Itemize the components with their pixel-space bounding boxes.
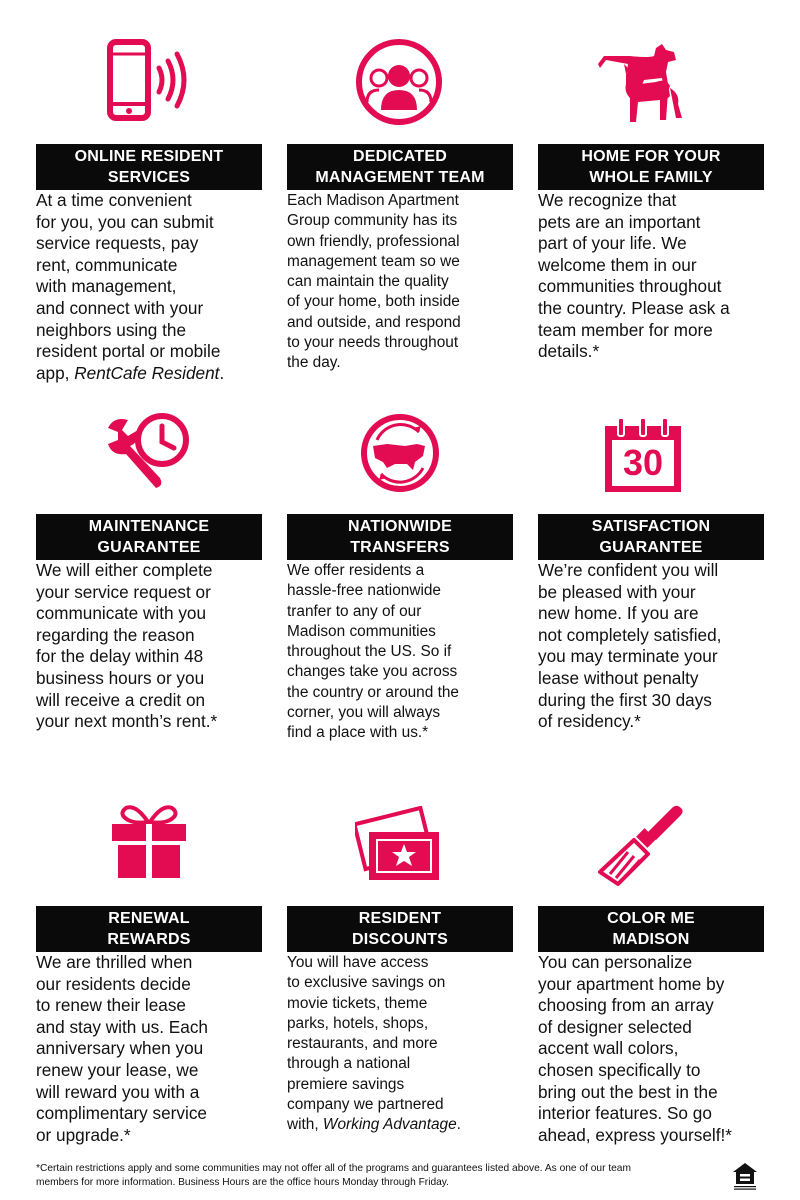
desc-line: changes take you across <box>287 663 458 681</box>
paint-brush-icon <box>598 800 688 890</box>
desc-line: your apartment home by <box>538 973 725 994</box>
wrench-clock-icon <box>104 408 194 498</box>
tickets-star-icon <box>355 806 445 886</box>
card-title-bar <box>538 906 764 952</box>
footnote-line: *Certain restrictions apply and some communities may not offer all of the programs and guarantees listed above. As one of our team <box>36 1163 631 1174</box>
card-title-line-2: MADISON <box>612 931 690 948</box>
desc-line: throughout the US. So if <box>287 643 452 661</box>
card-title-line-1: MAINTENANCE <box>88 518 210 535</box>
desc-line: our residents decide <box>36 973 191 994</box>
card-maintenance-guarantee <box>36 408 264 758</box>
card-description <box>287 561 513 744</box>
desc-line: find a place with us.* <box>287 724 429 742</box>
desc-line: We offer residents a <box>287 562 425 579</box>
card-dedicated-management-team <box>287 38 515 388</box>
desc-line: new home. If you are <box>538 603 699 624</box>
pets-icon <box>596 38 692 128</box>
desc-line-prefix: app, <box>36 362 75 383</box>
desc-line: or upgrade.* <box>36 1124 131 1145</box>
desc-line: the country or around the <box>287 683 459 701</box>
desc-line: lease without penalty <box>538 667 699 688</box>
desc-line: We’re confident you will <box>538 560 719 580</box>
management-team-icon <box>355 38 445 128</box>
desc-line: company we partnered <box>287 1096 444 1114</box>
card-renewal-rewards <box>36 800 264 1150</box>
card-title-bar <box>287 906 513 952</box>
card-description <box>36 190 262 384</box>
equal-housing-opportunity-icon <box>732 1162 758 1192</box>
card-title-line-2: GUARANTEE <box>97 539 201 556</box>
card-title-bar <box>36 514 262 560</box>
card-title-bar <box>538 144 764 190</box>
card-title-line-1: SATISFACTION <box>591 518 711 535</box>
card-title-line-2: GUARANTEE <box>599 539 703 556</box>
desc-line: interior features. So go <box>538 1103 712 1124</box>
desc-line-suffix: . <box>219 362 225 383</box>
desc-line: neighbors using the <box>36 319 187 340</box>
card-title-bar <box>36 906 262 952</box>
desc-line: communicate with you <box>36 603 207 624</box>
desc-line: resident portal or mobile <box>36 341 221 362</box>
desc-line: tranfer to any of our <box>287 602 422 620</box>
desc-line: will receive a credit on <box>36 689 206 710</box>
desc-line: communities throughout <box>538 276 722 297</box>
desc-line: Each Madison Apartment <box>287 192 459 209</box>
desc-line: own friendly, professional <box>287 232 460 250</box>
footnote <box>36 1162 716 1190</box>
card-title-bar <box>287 514 513 560</box>
desc-line-suffix: . <box>456 1116 461 1134</box>
card-title-line-1: RESIDENT <box>358 910 442 927</box>
desc-line: pets are an important <box>538 211 701 232</box>
desc-line: during the first 30 days <box>538 689 712 710</box>
app-name: RentCafe Resident <box>74 362 220 383</box>
card-description <box>538 952 764 1146</box>
desc-line: your service request or <box>36 581 211 602</box>
desc-line: can maintain the quality <box>287 273 449 291</box>
desc-line: your next month’s rent.* <box>36 711 218 732</box>
footnote-line: members for more information. Business Hours are the office hours Monday through Friday. <box>36 1177 449 1188</box>
desc-line: parks, hotels, shops, <box>287 1014 429 1032</box>
desc-line: service requests, pay <box>36 233 199 254</box>
desc-line: accent wall colors, <box>538 1038 679 1059</box>
desc-line: details.* <box>538 341 600 362</box>
desc-line: of your home, both inside <box>287 293 460 311</box>
desc-line: At a time convenient <box>36 190 192 210</box>
calendar-day-number: 30 <box>622 442 664 483</box>
card-description <box>287 191 513 374</box>
phone-signal-icon <box>104 38 194 128</box>
desc-line: We will either complete <box>36 560 213 580</box>
desc-line: You can personalize <box>538 952 693 972</box>
desc-line: the day. <box>287 354 341 372</box>
card-title-line-2: DISCOUNTS <box>351 931 449 948</box>
card-description <box>287 953 513 1136</box>
desc-line: premiere savings <box>287 1075 405 1093</box>
desc-line: anniversary when you <box>36 1038 204 1059</box>
desc-line: business hours or you <box>36 667 205 688</box>
desc-line: Madison communities <box>287 622 436 640</box>
card-nationwide-transfers <box>287 408 515 758</box>
card-description <box>538 190 764 363</box>
desc-line: to your needs throughout <box>287 334 459 352</box>
card-home-for-your-whole-family <box>538 38 766 388</box>
card-title-bar <box>538 514 764 560</box>
desc-line: the country. Please ask a <box>538 297 730 318</box>
desc-line: you may terminate your <box>538 646 718 667</box>
card-description <box>36 952 262 1146</box>
desc-line: management team so we <box>287 252 460 270</box>
calendar-30-icon <box>602 418 684 496</box>
desc-line: will reward you with a <box>36 1081 200 1102</box>
gift-icon <box>106 800 192 882</box>
desc-line: hassle-free nationwide <box>287 582 441 600</box>
desc-line: for you, you can submit <box>36 211 214 232</box>
desc-line: rent, communicate <box>36 254 178 275</box>
desc-line: complimentary service <box>36 1103 207 1124</box>
partner-name: Working Advantage <box>322 1116 457 1134</box>
card-title-line-1: NATIONWIDE <box>348 518 452 535</box>
card-title-bar <box>287 144 513 190</box>
desc-line: We recognize that <box>538 190 677 210</box>
desc-line-prefix: with, <box>287 1116 323 1134</box>
card-description <box>36 560 262 733</box>
card-title-line-2: REWARDS <box>107 931 191 948</box>
card-title-line-1: RENEWAL <box>108 910 190 927</box>
desc-line: part of your life. We <box>538 233 687 254</box>
desc-line: with management, <box>36 276 177 297</box>
desc-line: corner, you will always <box>287 704 441 722</box>
card-title-bar <box>36 144 262 190</box>
desc-line: to renew their lease <box>36 995 186 1016</box>
card-title-line-2: TRANSFERS <box>350 539 450 556</box>
desc-line: for the delay within 48 <box>36 646 204 667</box>
desc-line: renew your lease, we <box>36 1059 199 1080</box>
desc-line: through a national <box>287 1055 411 1073</box>
desc-line: team member for more <box>538 319 713 340</box>
desc-line: restaurants, and more <box>287 1035 438 1053</box>
desc-line: regarding the reason <box>36 624 195 645</box>
desc-line: bring out the best in the <box>538 1081 718 1102</box>
card-color-me-madison <box>538 800 766 1150</box>
desc-line: welcome them in our <box>538 254 697 275</box>
desc-line: Group community has its <box>287 212 458 230</box>
desc-line: of designer selected <box>538 1016 692 1037</box>
desc-line: and outside, and respond <box>287 313 461 331</box>
card-title-line-2: SERVICES <box>107 169 191 186</box>
card-title-line-2: MANAGEMENT TEAM <box>315 169 485 186</box>
desc-line: movie tickets, theme <box>287 994 428 1012</box>
desc-line: chosen specifically to <box>538 1059 701 1080</box>
desc-line: We are thrilled when <box>36 952 193 972</box>
card-title-line-2: WHOLE FAMILY <box>589 169 713 186</box>
desc-line: to exclusive savings on <box>287 974 446 992</box>
desc-line: be pleased with your <box>538 581 696 602</box>
desc-line: of residency.* <box>538 711 641 732</box>
desc-line: choosing from an array <box>538 995 714 1016</box>
card-resident-discounts <box>287 800 515 1150</box>
card-description <box>538 560 764 733</box>
desc-line: You will have access <box>287 954 429 971</box>
desc-line: and stay with us. Each <box>36 1016 208 1037</box>
card-title-line-1: HOME FOR YOUR <box>581 148 721 165</box>
card-satisfaction-guarantee <box>538 408 766 758</box>
desc-line: not completely satisfied, <box>538 624 722 645</box>
desc-line: and connect with your <box>36 297 204 318</box>
card-title-line-1: COLOR ME <box>607 910 695 927</box>
card-title-line-1: ONLINE RESIDENT <box>74 148 224 165</box>
card-online-resident-services <box>36 38 264 388</box>
desc-line: ahead, express yourself!* <box>538 1124 732 1145</box>
usa-transfer-icon <box>357 410 443 496</box>
card-title-line-1: DEDICATED <box>353 148 447 165</box>
